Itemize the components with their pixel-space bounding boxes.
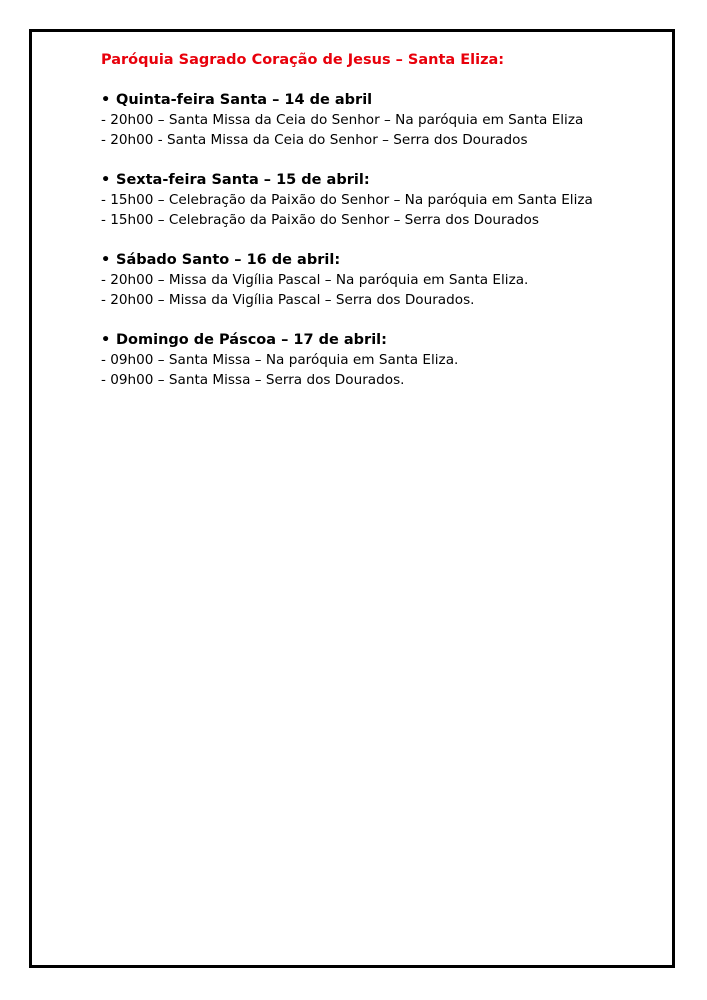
document-title: Paróquia Sagrado Coração de Jesus – Santa Eliza:: [101, 52, 505, 68]
bullet-icon: •: [101, 332, 111, 348]
section-sexta-feira-santa: [101, 170, 661, 230]
bullet-icon: •: [101, 172, 111, 188]
section-domingo-de-pascoa: [101, 330, 661, 390]
section-sabado-santo: [101, 250, 661, 310]
bullet-icon: •: [101, 92, 111, 108]
section-heading: [101, 90, 661, 110]
section-quinta-feira-santa: [101, 90, 661, 150]
schedule-entry: - 20h00 – Missa da Vigília Pascal – Na paróquia em Santa Eliza.: [101, 272, 529, 288]
bullet-icon: •: [101, 252, 111, 268]
section-heading: [101, 170, 661, 190]
schedule-entry: - 20h00 - Santa Missa da Ceia do Senhor – Serra dos Dourados: [101, 132, 528, 148]
section-heading-text: Quinta-feira Santa – 14 de abril: [116, 92, 373, 108]
schedule-entry: - 09h00 – Santa Missa – Na paróquia em Santa Eliza.: [101, 352, 459, 368]
schedule-entry: - 15h00 – Celebração da Paixão do Senhor – Serra dos Dourados: [101, 212, 539, 228]
schedule-entry: - 09h00 – Santa Missa – Serra dos Dourados.: [101, 372, 405, 388]
schedule-entry: - 15h00 – Celebração da Paixão do Senhor – Na paróquia em Santa Eliza: [101, 192, 593, 208]
section-heading: [101, 330, 661, 350]
schedule-entry: - 20h00 – Missa da Vigília Pascal – Serra dos Dourados.: [101, 292, 475, 308]
schedule-entry: - 20h00 – Santa Missa da Ceia do Senhor – Na paróquia em Santa Eliza: [101, 112, 584, 128]
section-heading-text: Sexta-feira Santa – 15 de abril:: [116, 172, 370, 188]
section-heading-text: Domingo de Páscoa – 17 de abril:: [116, 332, 387, 348]
document-body: [101, 50, 661, 410]
section-heading: [101, 250, 661, 270]
section-heading-text: Sábado Santo – 16 de abril:: [116, 252, 341, 268]
